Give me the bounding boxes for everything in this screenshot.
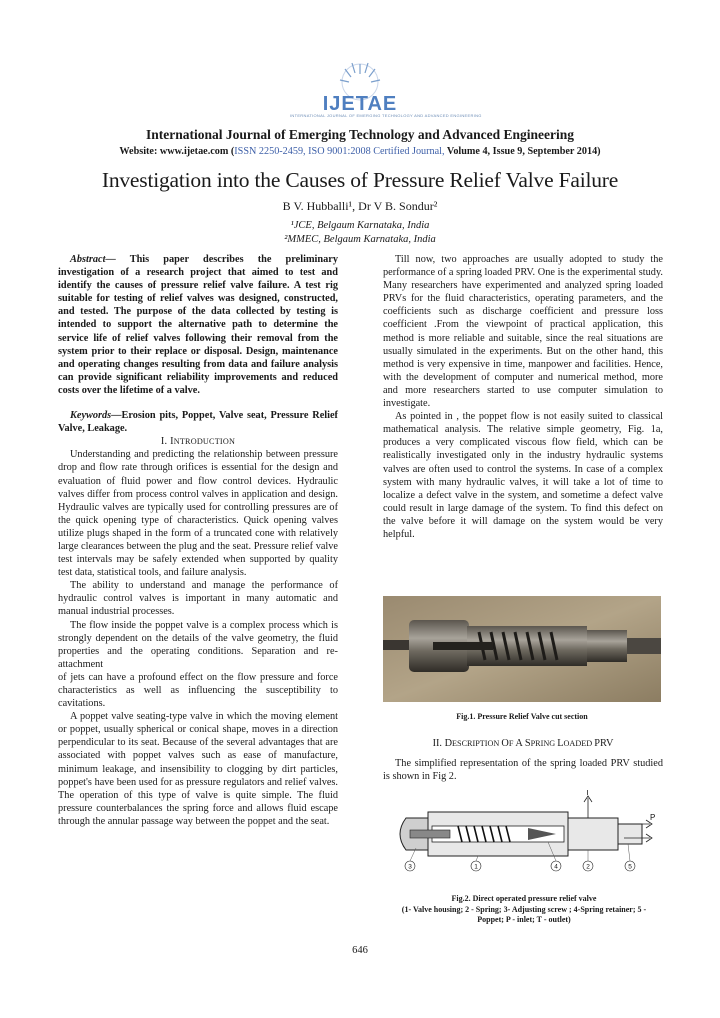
abstract-text: This paper describes the preliminary investigation of a research project that aimed to test and identify the causes of pressure relief valve failure. A test rig suitable for testing of relief valves was designed, constructed, and tested. The purpose of the data collected by testing is intended to support the alternative path to determine the service life of relief valves following their removal from the system prior to their replace or disposal. Design, maintenance and operating changes resulting from data and failure analysis can provide significant reliability improvements and reduced costs over the lifetime of a valve. — [58, 254, 338, 396]
right-column — [383, 253, 663, 541]
paragraph: The ability to understand and manage the performance of hydraulic control valves is important in many automatic and manual industrial processes. — [58, 580, 338, 618]
paragraph: The flow inside the poppet valve is a complex process which is strongly dependent on the details of the valve geometry, the fluid properties and the operating conditions. Separation and re-attachment — [58, 619, 338, 670]
figure-2-caption-title: Fig.2. Direct operated pressure relief valve — [451, 894, 597, 903]
journal-logo — [290, 60, 482, 122]
website-prefix: Website: www.ijetae.com ( — [119, 146, 235, 157]
figure-2-valve-schematic — [388, 790, 660, 885]
figure-label-4: 4 — [554, 863, 558, 871]
section-heading-introduction: I. INTRODUCTION — [160, 436, 236, 448]
figure-2-caption — [390, 894, 658, 926]
section-heading-description: II. DESCRIPTION OF A SPRING LOADED PRV — [432, 738, 614, 749]
journal-title: International Journal of Emerging Technology and Advanced Engineering — [146, 127, 574, 142]
issn-link[interactable]: ISSN 2250-2459, ISO 9001:2008 Certified Journal, — [234, 146, 445, 157]
figure-2-caption-legend: (1- Valve housing; 2 - Spring; 3- Adjusting screw ; 4-Spring retainer; 5 - Poppet; P - inlet; T - outlet) — [401, 904, 647, 924]
paper-title: Investigation into the Causes of Pressure Relief Valve Failure — [101, 168, 619, 192]
figure-label-2: 2 — [586, 863, 590, 871]
left-column — [58, 253, 338, 828]
page-number: 646 — [352, 945, 368, 956]
figure-label-P: P — [650, 813, 656, 822]
paragraph: Till now, two approaches are usually adopted to study the performance of a spring loaded PRV. One is the experimental study. Many researchers have experimented and analyzed spring loaded PRVs for the fluid characteristics, operating parameters, and the coefficients such as discharge coefficient and pressure loss coefficient .From the viewpoint of practical application, this method is more reliable and suitable, since the real situations are usually simulated in the experiments. But on the other hand, this method is very expensive in time, manpower and facilities. Hence, with the development of computer and numerical method, more and more researchers started to use computer simulation to investigate. — [383, 254, 663, 410]
logo-tagline: INTERNATIONAL JOURNAL OF EMERGING TECHNOLOGY AND ADVANCED ENGINEERING — [290, 113, 482, 118]
keywords — [58, 409, 338, 435]
paragraph: of jets can have a profound effect on the flow pressure and force characteristics as well as influencing the susceptibility to cavitations. — [58, 671, 338, 710]
svg-text:IJETAE: IJETAE — [322, 93, 398, 112]
figure-label-T: T — [585, 790, 590, 797]
paragraph: The simplified representation of the spring loaded PRV studied is shown in Fig 2. — [383, 758, 663, 783]
affiliation-2: ²MMEC, Belgaum Karnataka, India — [284, 234, 436, 245]
keywords-label: Keywords— — [70, 410, 122, 422]
figure-1-valve-cut-section-image — [383, 596, 661, 702]
affiliation-1: ¹JCE, Belgaum Karnataka, India — [290, 220, 430, 231]
figure-label-1: 1 — [474, 863, 478, 871]
volume-info: Volume 4, Issue 9, September 2014) — [444, 146, 601, 157]
section-2-text — [383, 757, 663, 783]
abstract — [58, 253, 338, 397]
paragraph: A poppet valve seating-type valve in which the moving element or poppet, usually spherical or conical shape, moves in a direction perpendicular to its seat. Because of the several advantages that are associated with poppet valves such as ease of manufacture, minimum leakage, and insensibility to clogging by dirt particles, poppet's have been used for as pressure regulators and relief valves. The operation of this type of valve is quite simple. The fluid pressure counterbalances the spring force and allows fluid escape through the annular passage way between the poppet and the seat. — [58, 711, 338, 827]
abstract-label: Abstract— — [70, 254, 116, 265]
figure-label-3: 3 — [408, 863, 412, 871]
authors: B V. Hubballi¹, Dr V B. Sondur² — [282, 199, 438, 213]
logo-graphic-icon — [300, 60, 420, 112]
figure-label-5: 5 — [628, 863, 632, 871]
figure-1-caption: Fig.1. Pressure Relief Valve cut section — [456, 712, 588, 721]
paragraph: As pointed in , the poppet flow is not easily suited to classical mathematical analysis. The relative simple geometry, Fig. 1a, produces a very complicated viscous flow field, which can be realistically investigated only in the industry hydraulic systems valves are often used to control the systems. In case of a complex system with many hydraulic valves, it will take a lot of time to localize a defect valve in the system, and sometime a defect valve could result in large damage of the system. To find this defect on the valve before it will damage on the system would be very helpful. — [383, 411, 663, 540]
journal-website-line — [0, 146, 720, 157]
paragraph: Understanding and predicting the relationship between pressure drop and flow rate through orifices is essential for the design and evaluation of fluid power and flow control devices. Hydraulic valves differ from process control valves in application and design. Hydraulic valves are typically used for controlling pressures are of the quick opening type of characteristics. Quick opening valves utilize plugs shaped in the form of a truncated cone with relatively large clearances between the plug and the seat. Pressure relief valve test intervals may be safely extended when supported by quality test data, statistical tools, and failure analysis. — [58, 449, 338, 579]
keywords-text: Erosion pits, Poppet, Valve seat, Pressure Relief Valve, Leakage. — [58, 410, 338, 435]
